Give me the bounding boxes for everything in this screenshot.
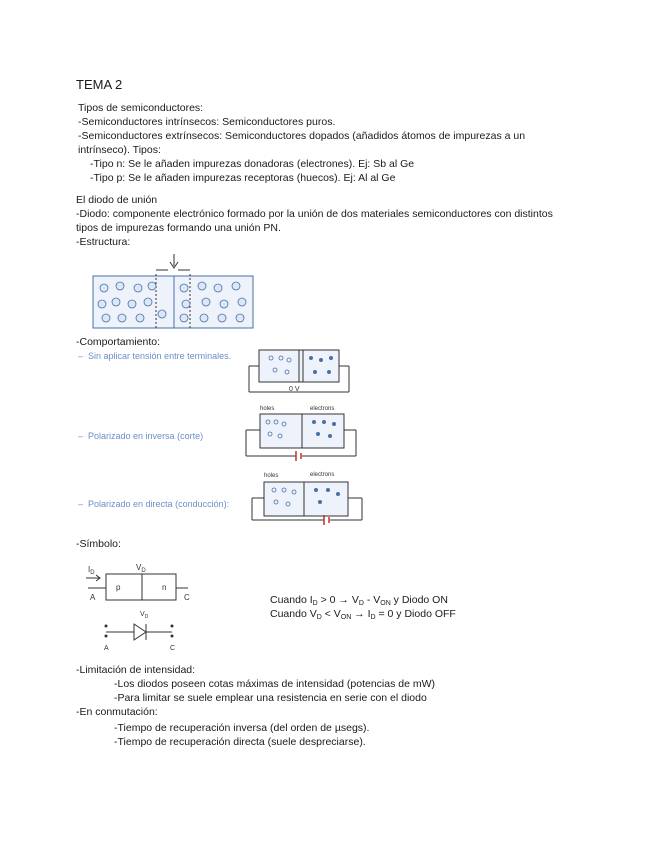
forward-bias-diagram	[248, 468, 373, 528]
extrinsic-line-2: intrínseco). Tipos:	[78, 144, 161, 156]
current-label: $I_D$	[88, 565, 95, 576]
condition-off: Cuando $V_D < V_{ON} \to I_D = 0$ y Diodo OFF	[270, 608, 456, 621]
pn-structure-diagram	[90, 252, 260, 332]
holes-label: holes	[260, 406, 275, 412]
reverse-bias-diagram	[238, 400, 363, 462]
limits-line-1: -Los diodos poseen cotas máximas de intensidad (potencias de mW)	[114, 678, 435, 690]
anode-label-2: A	[104, 645, 109, 652]
no-voltage-diagram	[245, 346, 355, 396]
switching-line-2: -Tiempo de recuperación directa (suele despreciarse).	[114, 736, 366, 748]
limits-line-2: -Para limitar se suele emplear una resistencia en serie con el diodo	[114, 692, 427, 704]
n-label: n	[162, 583, 167, 592]
switching-line-1: -Tiempo de recuperación inversa (del orden de µsegs).	[114, 722, 370, 734]
electrons-label: electrons	[310, 406, 335, 412]
diode-def-1: -Diodo: componente electrónico formado por la unión de dos materiales semiconductores con distintos	[76, 208, 553, 220]
type-n-line: -Tipo n: Se le añaden impurezas donadoras (electrones). Ej: Sb al Ge	[90, 158, 415, 170]
holes-label-2: holes	[264, 473, 279, 479]
diode-def-2: tipos de impurezas formando una unión PN.	[76, 222, 281, 234]
diode-heading: El diodo de unión	[76, 194, 158, 206]
type-p-line: -Tipo p: Se le añaden impurezas receptoras (huecos). Ej: Al al Ge	[90, 172, 396, 184]
no-voltage-text: Sin aplicar tensión entre terminales.	[88, 351, 232, 361]
vd-label: $V_D$	[136, 563, 146, 574]
condition-on: Cuando $I_D > 0 \to V_D - V_{ON}$ y Diodo ON	[270, 594, 448, 607]
symbol-heading: -Símbolo:	[76, 538, 121, 550]
forward-text: Polarizado en directa (conducción):	[88, 499, 230, 509]
electrons-label-2: electrons	[310, 472, 335, 478]
cathode-label-2: C	[170, 645, 176, 652]
limits-heading: -Limitación de intensidad:	[76, 664, 196, 676]
anode-label: A	[90, 593, 96, 602]
types-heading: Tipos de semiconductores:	[78, 102, 204, 114]
behavior-heading: -Comportamiento:	[76, 336, 161, 348]
zero-volt-label: 0 V	[289, 386, 300, 393]
page-title: TEMA 2	[76, 77, 123, 92]
switching-heading: -En conmutación:	[76, 706, 158, 718]
forward-note: – Polarizado en directa (conducción):	[78, 499, 230, 509]
cathode-label: C	[184, 593, 190, 602]
diode-symbol-diagram	[84, 560, 194, 658]
p-label: p	[116, 583, 121, 592]
no-voltage-note: – Sin aplicar tensión entre terminales.	[78, 351, 232, 361]
reverse-note: – Polarizado en inversa (corte)	[78, 431, 204, 441]
structure-label: -Estructura:	[76, 236, 131, 248]
extrinsic-line-1: -Semiconductores extrínsecos: Semiconductores dopados (añadidos átomos de impurezas a un	[78, 130, 526, 142]
vd2-label: $V_D$	[140, 611, 149, 620]
reverse-text: Polarizado en inversa (corte)	[88, 431, 204, 441]
intrinsic-line: -Semiconductores intrínsecos: Semiconductores puros.	[78, 116, 336, 128]
